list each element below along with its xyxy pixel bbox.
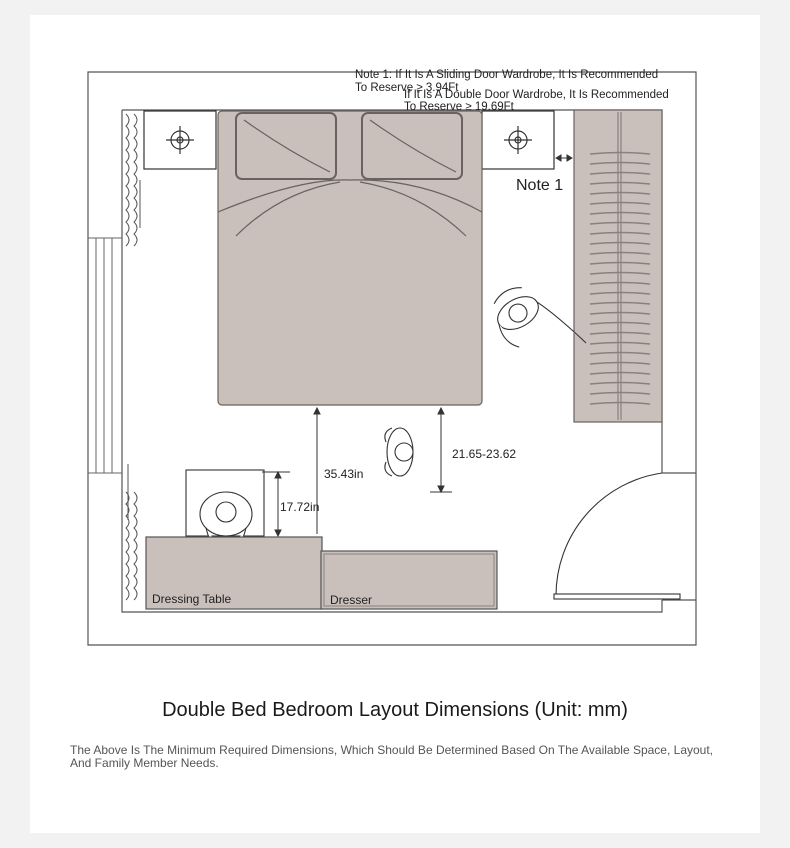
wardrobe [574,110,662,422]
nightstand-left [144,111,216,169]
door [554,473,680,599]
note1-text-line1: Note 1: If It Is A Sliding Door Wardrobe, It Is Recommended [355,69,659,81]
page-title: Double Bed Bedroom Layout Dimensions (Unit: mm) [162,699,628,721]
person-center [385,428,413,476]
note2-text-line1: If It Is A Double Door Wardrobe, It Is Recommended [404,89,669,101]
dimension-17-72in: 17.72in [280,500,320,514]
note2-text-line2: To Reserve ≥ 19.69Ft [404,101,514,113]
window [88,238,122,473]
dimension-35-43in: 35.43in [324,467,364,481]
double-bed [218,111,482,405]
dresser-label: Dresser [330,593,373,607]
person-wardrobe [485,269,586,377]
note1-text-line2: To Reserve ≥ 3.94Ft [355,82,459,94]
nightstand-right [482,111,554,169]
curtain-top [126,114,140,246]
dressing-table-label: Dressing Table [152,592,232,606]
curtain-bottom [126,464,137,600]
dimension-21-65-23-62: 21.65-23.62 [452,447,517,461]
note1-marker: Note 1 [516,177,564,194]
note-arrow [556,155,572,161]
caption: The Above Is The Minimum Required Dimensions, Which Should Be Determined Based On The Available Space, Layout, And Family Member Needs. [70,743,714,770]
